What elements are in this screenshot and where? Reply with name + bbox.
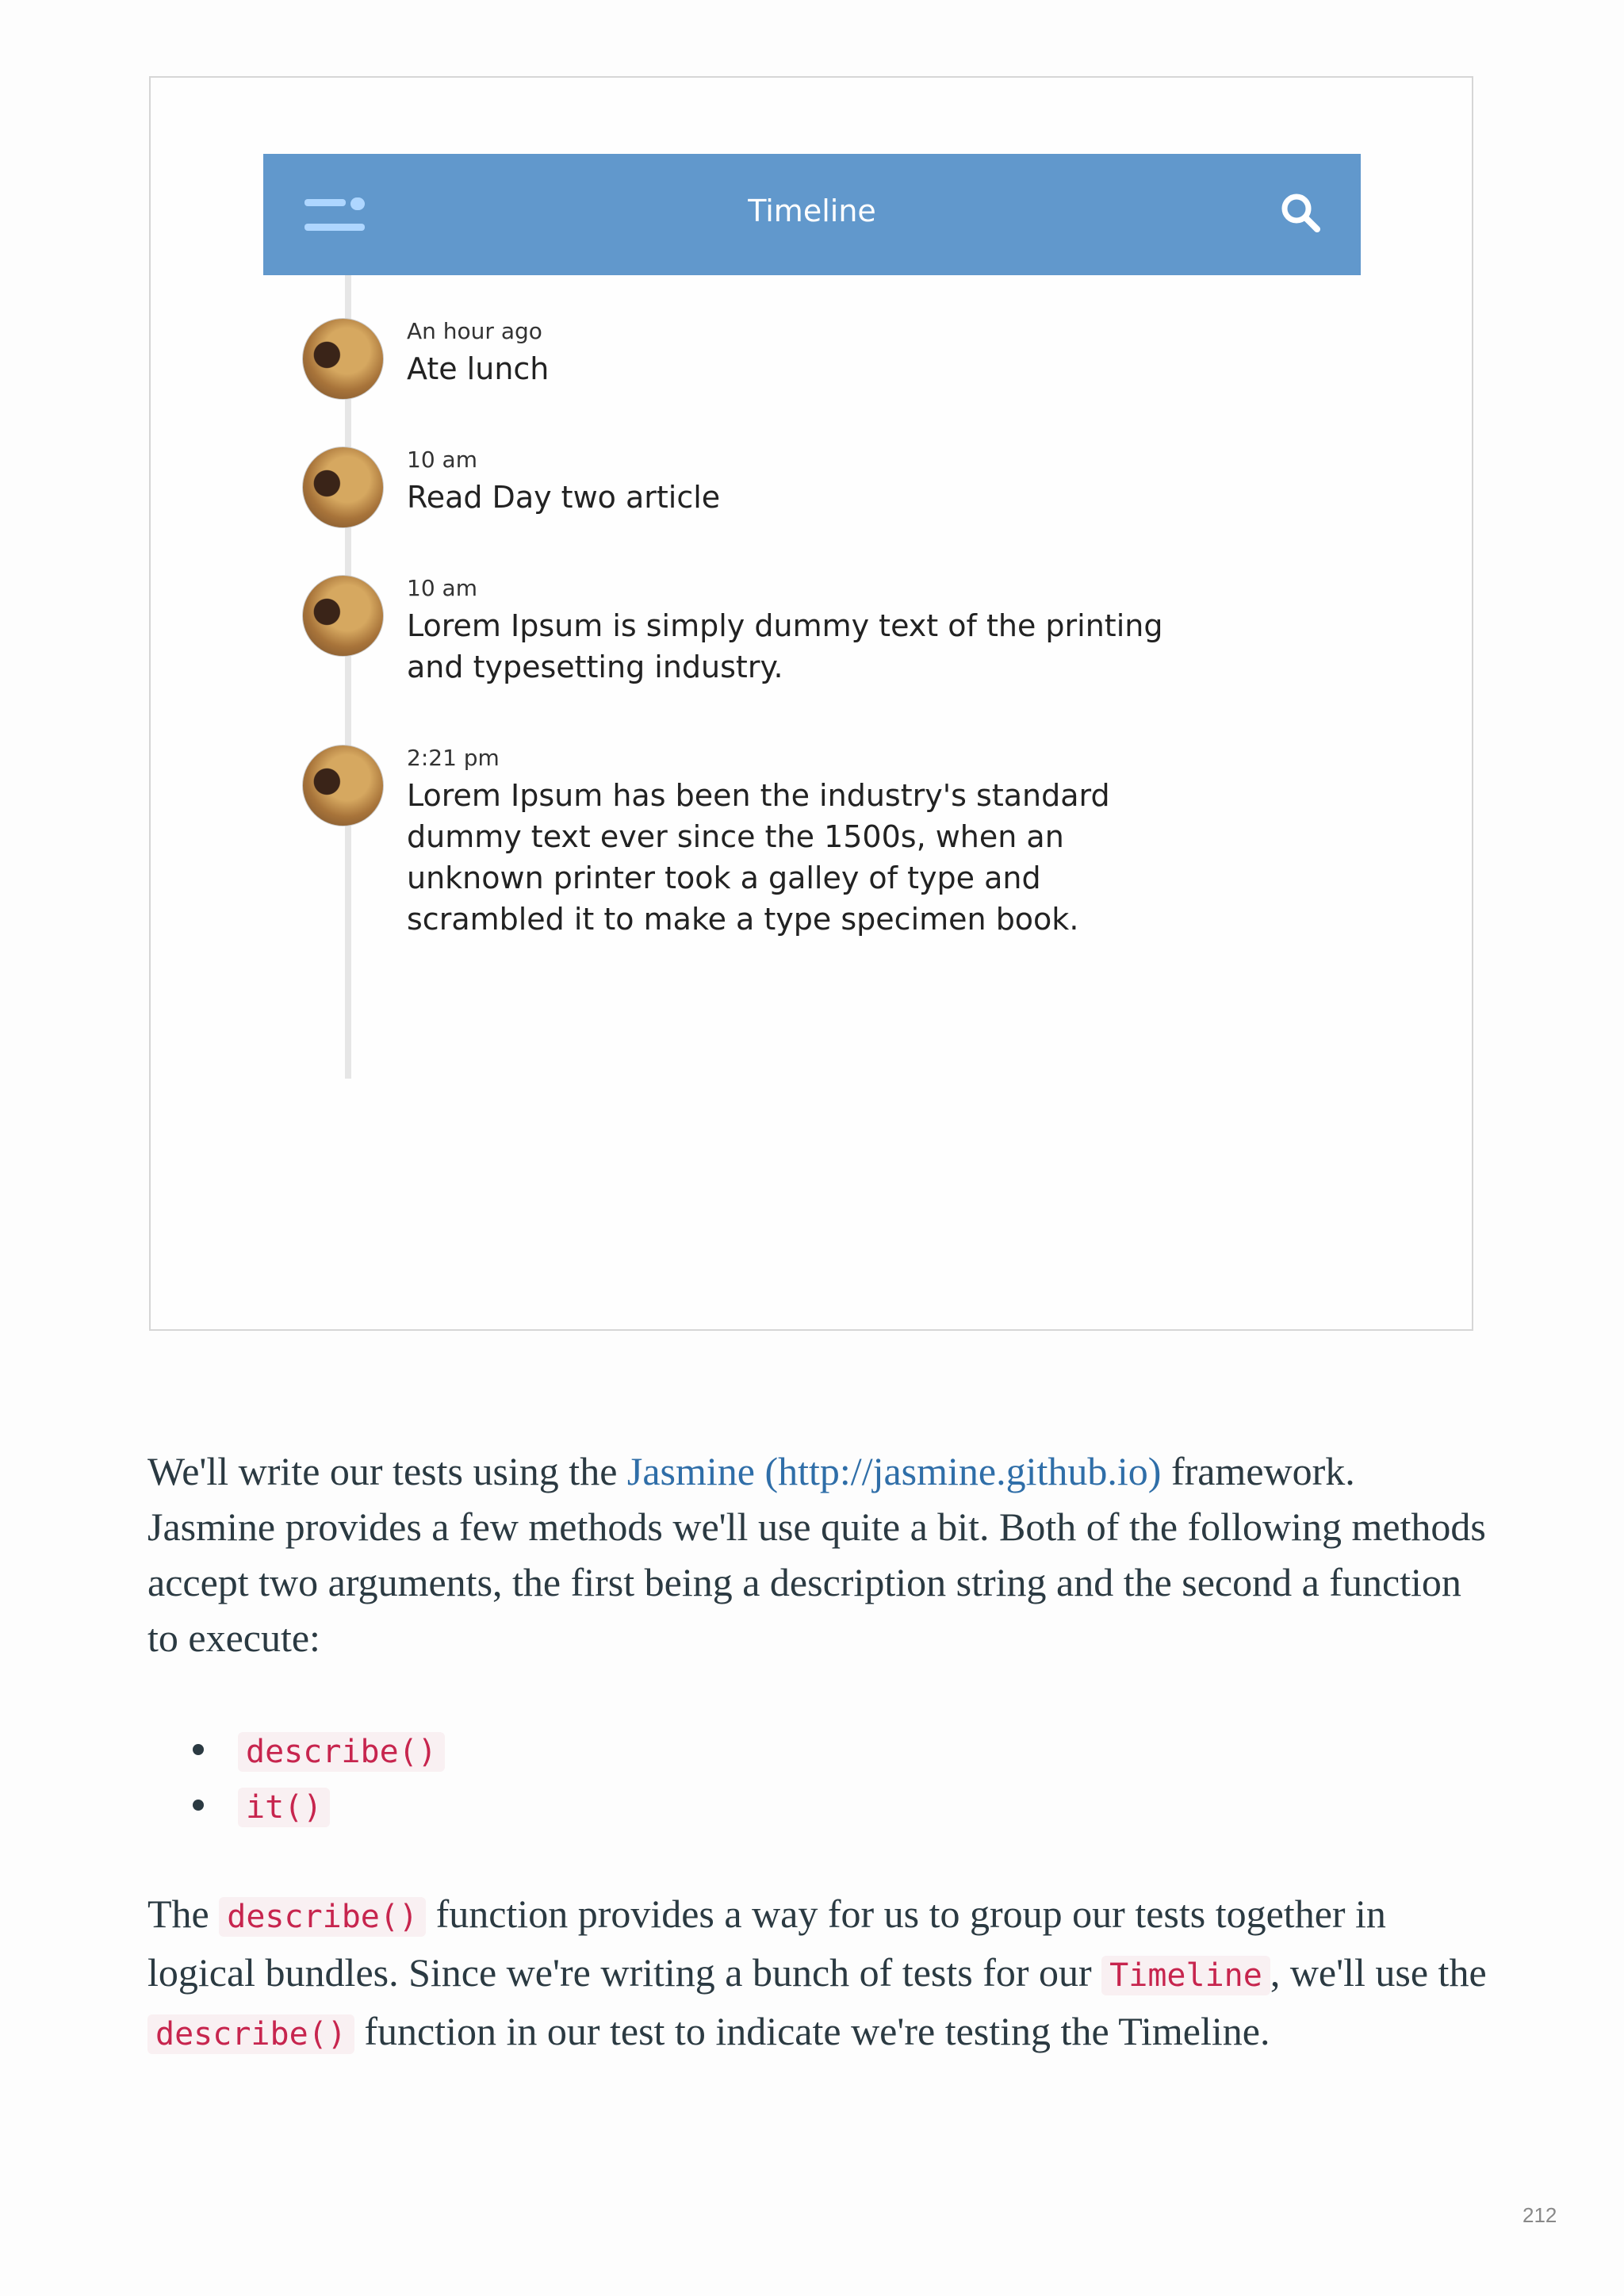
avatar bbox=[302, 745, 384, 826]
item-text: Ate lunch bbox=[407, 351, 550, 386]
list-item bbox=[190, 1777, 445, 1832]
text: The bbox=[147, 1892, 220, 1936]
methods-list bbox=[190, 1721, 445, 1832]
item-text: Lorem Ipsum is simply dummy text of the printing and typesetting industry. bbox=[407, 608, 1163, 684]
item-text: Lorem Ipsum has been the industry's standard dummy text ever since the 1500s, when an unknown printer took a galley of type and scrambled it to make a type specimen book. bbox=[407, 778, 1110, 937]
text: We'll write our tests using the bbox=[147, 1449, 627, 1493]
bullet-icon bbox=[193, 1800, 204, 1811]
search-icon[interactable] bbox=[1280, 192, 1321, 233]
page-number: 212 bbox=[1522, 2203, 1557, 2227]
paragraph-jasmine bbox=[147, 1443, 1488, 1665]
avatar bbox=[302, 318, 384, 400]
bullet-icon bbox=[193, 1744, 204, 1755]
paragraph-describe bbox=[147, 1886, 1488, 2062]
avatar bbox=[302, 447, 384, 528]
text: , we'll use the bbox=[1270, 1950, 1487, 1995]
item-time: 2:21 pm bbox=[407, 745, 500, 771]
avatar bbox=[302, 575, 384, 657]
code-it: it() bbox=[238, 1788, 330, 1827]
item-time: 10 am bbox=[407, 447, 477, 473]
text: framework. Jasmine provides a few methods we'll use quite a bit. Both of the following methods accept two arguments, the first being a description string and the second a function to execute: bbox=[147, 1449, 1486, 1660]
code-timeline: Timeline bbox=[1101, 1956, 1270, 1995]
timeline-screenshot-figure bbox=[149, 76, 1473, 1331]
header-title: Timeline bbox=[748, 194, 876, 228]
list-item bbox=[190, 1721, 445, 1777]
item-time: 10 am bbox=[407, 575, 477, 601]
item-time: An hour ago bbox=[407, 318, 542, 344]
text: function in our test to indicate we're testing the Timeline. bbox=[354, 2009, 1270, 2053]
app-header bbox=[263, 154, 1361, 275]
text: function provides a way for us to group our tests together in logical bundles. Since we're writing a bunch of tests for our bbox=[147, 1892, 1386, 1995]
jasmine-link[interactable]: Jasmine (http://jasmine.github.io) bbox=[626, 1449, 1162, 1493]
code-describe: describe() bbox=[147, 2014, 354, 2054]
code-describe: describe() bbox=[238, 1732, 445, 1772]
item-text: Read Day two article bbox=[407, 480, 721, 515]
code-describe: describe() bbox=[219, 1897, 426, 1937]
